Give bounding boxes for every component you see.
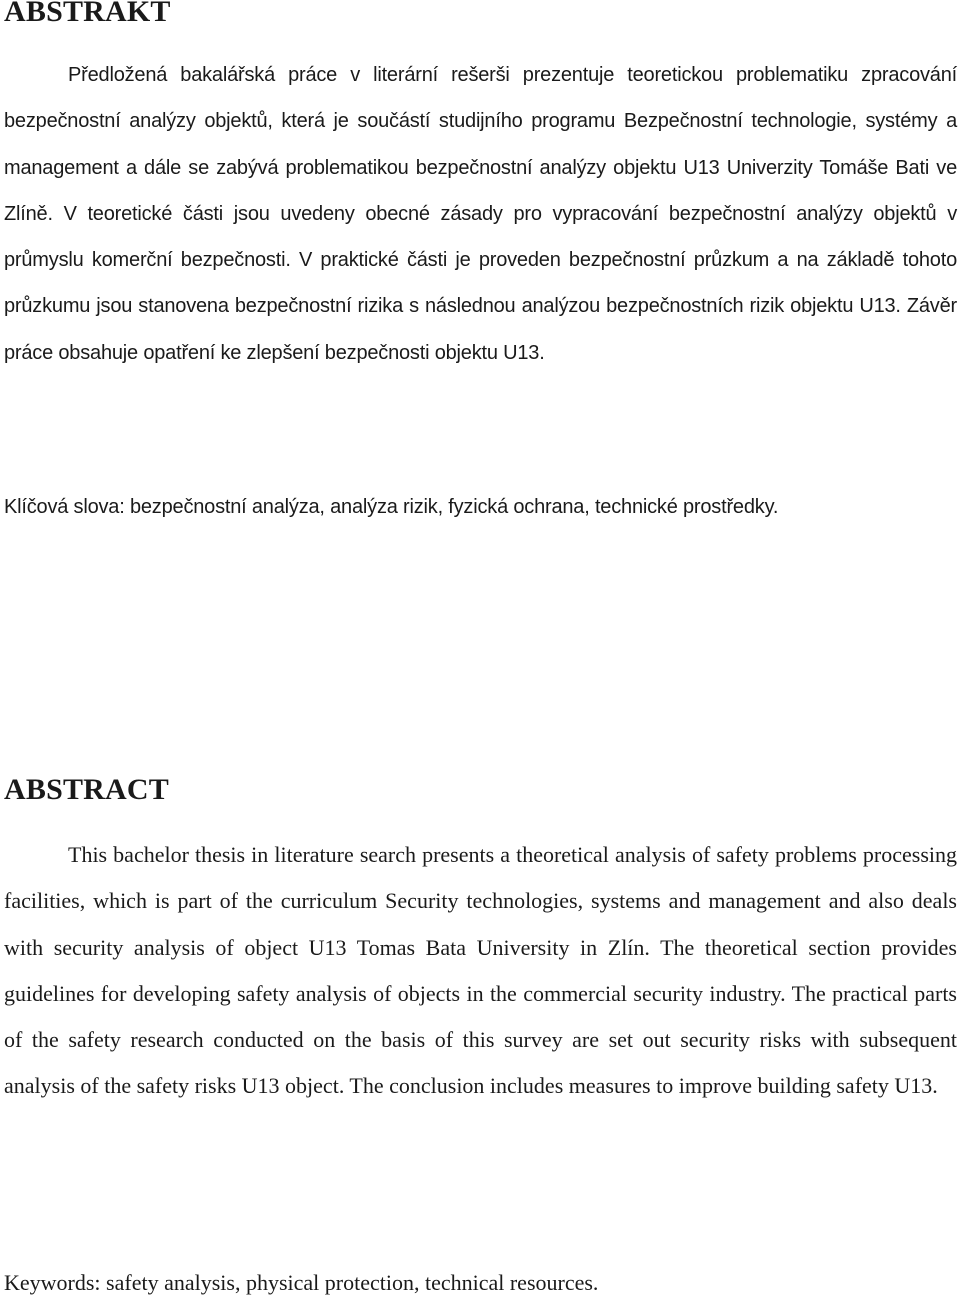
abstract-heading-english: ABSTRACT bbox=[4, 773, 169, 806]
abstract-heading-czech: ABSTRAKT bbox=[4, 0, 171, 28]
keywords-czech: Klíčová slova: bezpečnostní analýza, analýza rizik, fyzická ochrana, technické prostředky. bbox=[4, 496, 779, 518]
abstract-paragraph-czech: Předložená bakalářská práce v literární rešerši prezentuje teoretickou problematiku zpracování bezpečnostní analýzy objektů, která je součástí studijního programu Bezpečnostní technologie, systémy a management a dále se zabývá problematikou bezpečnostní analýzy objektu U13 Univerzity Tomáše Bati ve Zlíně. V teoretické části jsou uvedeny obecné zásady pro vypracování bezpečnostní analýzy objektů v průmyslu komerční bezpečnosti. V praktické části je proveden bezpečnostní průzkum a na základě tohoto průzkumu jsou stanovena bezpečnostní rizika s následnou analýzou bezpečnostních rizik objektu U13. Závěr práce obsahuje opatření ke zlepšení bezpečnosti objektu U13. bbox=[4, 64, 957, 364]
keywords-english: Keywords: safety analysis, physical protection, technical resources. bbox=[4, 1270, 599, 1295]
abstract-paragraph-english: This bachelor thesis in literature search presents a theoretical analysis of safety problems processing facilities, which is part of the curriculum Security technologies, systems and management and also deals with security analysis of object U13 Tomas Bata University in Zlín. The theoretical section provides guidelines for developing safety analysis of objects in the commercial security industry. The practical parts of the safety research conducted on the basis of this survey are set out security risks with subsequent analysis of the safety risks U13 object. The conclusion includes measures to improve building safety U13. bbox=[4, 842, 957, 1099]
